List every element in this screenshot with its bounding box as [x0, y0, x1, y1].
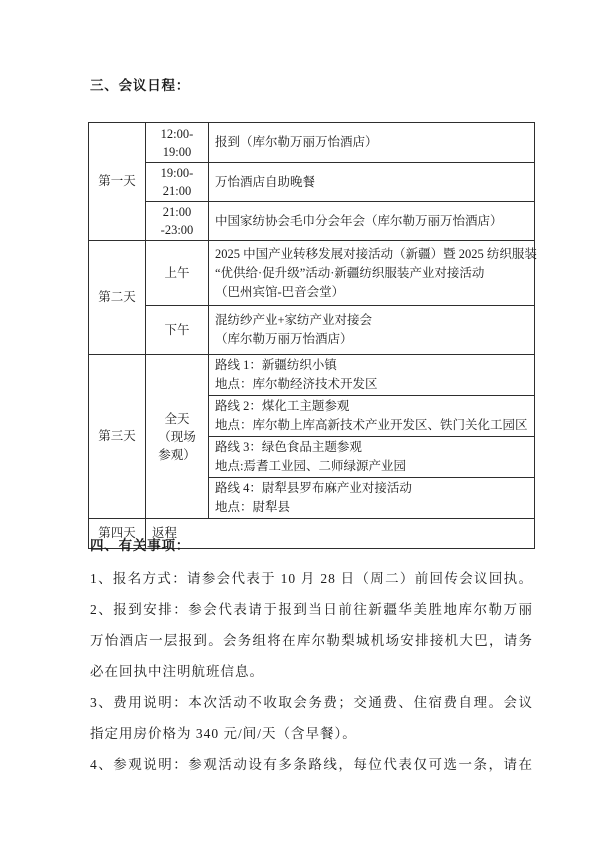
time-line: 12:00-	[160, 126, 194, 141]
route-line: 路线 4：尉犁县罗布麻产业对接活动	[215, 481, 412, 495]
note-2-line: 2、报到安排：参会代表请于报到当日前往新疆华美胜地库尔勒万丽	[90, 602, 533, 617]
day4-activity: 返程	[146, 519, 535, 549]
route-line: 路线 2：煤化工主题参观	[215, 399, 350, 413]
time-line: 21:00	[162, 184, 192, 198]
route-line: 路线 3：绿色食品主题参观	[215, 440, 362, 454]
day1-label: 第一天	[89, 123, 146, 241]
activity-line: “优供给·促升级”活动·新疆纺织服装产业对接活动	[215, 265, 485, 280]
route-location: 地点：库尔勒经济技术开发区	[215, 377, 378, 391]
time-line: 19:00-	[160, 166, 194, 180]
route-location: 地点:焉耆工业园、二师绿源产业园	[215, 459, 406, 473]
activity-venue: （库尔勒万丽万怡酒店）	[215, 332, 353, 346]
period-line: 参观）	[158, 447, 196, 462]
day1-row1-activity: 报到（库尔勒万丽万怡酒店）	[209, 123, 535, 163]
notes-section	[90, 563, 533, 780]
time-line: -23:00	[160, 223, 194, 237]
schedule-section-title: 三、会议日程：	[90, 78, 191, 93]
activity-line: 混纺纱产业+家纺产业对接会	[215, 313, 373, 327]
table-row	[89, 355, 535, 396]
table-row	[89, 306, 535, 355]
note-4-line: 4、参观说明：参观活动设有多条路线，每位代表仅可选一条，请在	[90, 757, 533, 772]
day3-label: 第三天	[89, 355, 146, 519]
day3-route2	[209, 396, 535, 437]
day1-row1-time	[146, 123, 209, 163]
day2-morning-period: 上午	[146, 241, 209, 306]
day2-afternoon-period: 下午	[146, 306, 209, 355]
time-line: 21:00	[162, 205, 192, 219]
day2-afternoon-activity	[209, 306, 535, 355]
table-row	[89, 123, 535, 163]
period-line: 全天	[164, 411, 190, 426]
route-location: 地点：库尔勒上库高新技术产业开发区、铁门关化工园区	[215, 418, 528, 432]
route-line: 路线 1：新疆纺织小镇	[215, 358, 337, 372]
notes-section-title: 四、有关事项：	[90, 538, 191, 553]
note-2-line: 万怡酒店一层报到。会务组将在库尔勒梨城机场安排接机大巴，请务	[90, 633, 533, 648]
period-line: （现场	[158, 429, 196, 444]
day1-row2-time	[146, 163, 209, 202]
day2-label: 第二天	[89, 241, 146, 355]
table-row	[89, 202, 535, 241]
schedule-table	[88, 122, 535, 549]
day3-route1	[209, 355, 535, 396]
day1-row2-activity: 万怡酒店自助晚餐	[209, 163, 535, 202]
day1-row3-time	[146, 202, 209, 241]
note-2-line: 必在回执中注明航班信息。	[90, 664, 264, 679]
day3-period	[146, 355, 209, 519]
note-3-line: 指定用房价格为 340 元/间/天（含早餐）。	[90, 726, 357, 741]
note-3-line: 3、费用说明：本次活动不收取会务费；交通费、住宿费自理。会议	[90, 695, 533, 710]
table-row	[89, 163, 535, 202]
day1-row3-activity: 中国家纺协会毛巾分会年会（库尔勒万丽万怡酒店）	[209, 202, 535, 241]
day3-route3	[209, 437, 535, 478]
route-location: 地点：尉犁县	[215, 500, 291, 514]
note-1-line: 1、报名方式：请参会代表于 10 月 28 日（周二）前回传会议回执。	[90, 571, 533, 586]
day4-label: 第四天	[89, 519, 146, 549]
table-row	[89, 241, 535, 306]
activity-venue: （巴州宾馆-巴音会堂）	[215, 284, 345, 299]
activity-line: 2025 中国产业转移发展对接活动（新疆）暨 2025 纺织服装	[215, 246, 537, 261]
day3-route4	[209, 478, 535, 519]
time-line: 19:00	[162, 144, 192, 159]
day2-morning-activity	[209, 241, 535, 306]
